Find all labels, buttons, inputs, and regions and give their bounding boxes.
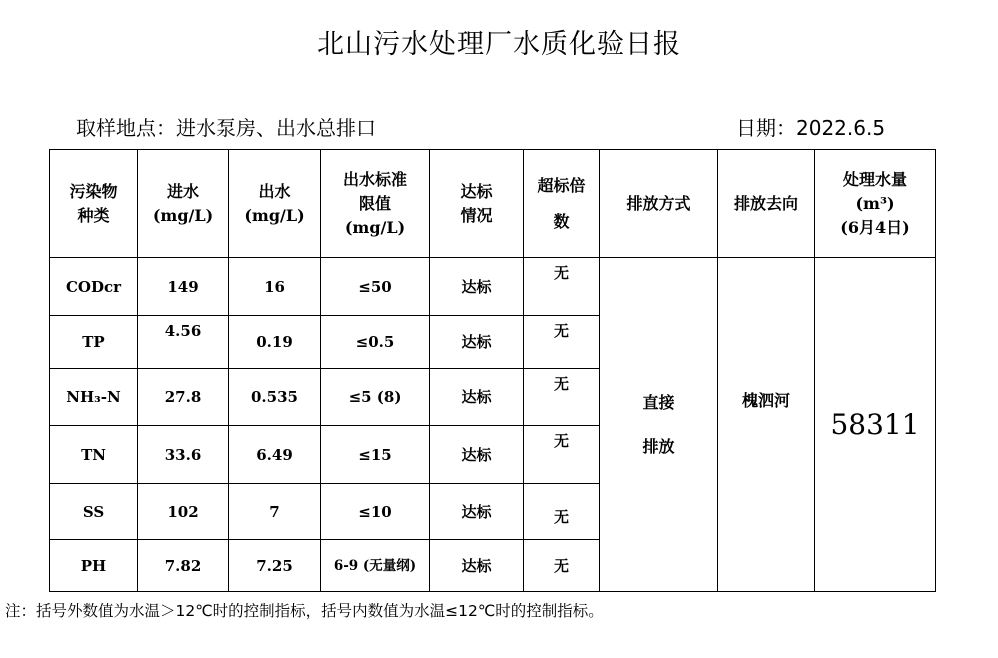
standard-cell: ≤10 xyxy=(321,484,430,540)
exceed-cell: 无 xyxy=(524,258,600,316)
compliance-cell: 达标 xyxy=(430,316,524,369)
influent-cell: 4.56 xyxy=(138,316,229,369)
pollutant-cell: TN xyxy=(50,426,138,484)
standard-cell: ≤5 (8) xyxy=(321,369,430,426)
compliance-cell: 达标 xyxy=(430,426,524,484)
compliance-cell: 达标 xyxy=(430,484,524,540)
volume-cell: 58311 xyxy=(815,258,936,592)
header-pollutant: 污染物 种类 xyxy=(50,150,138,258)
report-date: 日期：2022.6.5 xyxy=(736,116,886,140)
influent-cell: 102 xyxy=(138,484,229,540)
effluent-cell: 0.19 xyxy=(229,316,321,369)
exceed-cell: 无 xyxy=(524,369,600,426)
pollutant-cell: PH xyxy=(50,540,138,592)
standard-cell: ≤15 xyxy=(321,426,430,484)
standard-cell: ≤0.5 xyxy=(321,316,430,369)
exceed-cell: 无 xyxy=(524,316,600,369)
footnote: 注：括号外数值为水温＞12℃时的控制指标，括号内数值为水温≤12℃时的控制指标。 xyxy=(5,602,604,620)
influent-cell: 27.8 xyxy=(138,369,229,426)
influent-cell: 7.82 xyxy=(138,540,229,592)
header-exceed: 超标倍 数 xyxy=(524,150,600,258)
exceed-cell: 无 xyxy=(524,484,600,540)
water-quality-table xyxy=(49,149,936,592)
influent-cell: 149 xyxy=(138,258,229,316)
discharge-method-cell: 直接 排放 xyxy=(600,258,718,592)
compliance-cell: 达标 xyxy=(430,540,524,592)
header-compliance: 达标 情况 xyxy=(430,150,524,258)
header-discharge-destination: 排放去向 xyxy=(718,150,815,258)
effluent-cell: 16 xyxy=(229,258,321,316)
effluent-cell: 6.49 xyxy=(229,426,321,484)
sampling-location: 取样地点：进水泵房、出水总排口 xyxy=(76,116,376,140)
compliance-cell: 达标 xyxy=(430,258,524,316)
effluent-cell: 7.25 xyxy=(229,540,321,592)
standard-cell: 6-9 (无量纲) xyxy=(321,540,430,592)
exceed-cell: 无 xyxy=(524,426,600,484)
effluent-cell: 7 xyxy=(229,484,321,540)
header-effluent: 出水 (mg/L) xyxy=(229,150,321,258)
influent-cell: 33.6 xyxy=(138,426,229,484)
pollutant-cell: CODcr xyxy=(50,258,138,316)
discharge-destination-cell: 槐泗河 xyxy=(718,258,815,592)
pollutant-cell: NH₃-N xyxy=(50,369,138,426)
exceed-cell: 无 xyxy=(524,540,600,592)
header-influent: 进水 (mg/L) xyxy=(138,150,229,258)
pollutant-cell: SS xyxy=(50,484,138,540)
report-title: 北山污水处理厂水质化验日报 xyxy=(317,29,681,60)
compliance-cell: 达标 xyxy=(430,369,524,426)
header-discharge-method: 排放方式 xyxy=(600,150,718,258)
effluent-cell: 0.535 xyxy=(229,369,321,426)
table-row xyxy=(50,258,936,316)
header-volume: 处理水量 (m³) (6月4日) xyxy=(815,150,936,258)
header-standard: 出水标准 限值 (mg/L) xyxy=(321,150,430,258)
header-row xyxy=(50,150,936,258)
standard-cell: ≤50 xyxy=(321,258,430,316)
pollutant-cell: TP xyxy=(50,316,138,369)
